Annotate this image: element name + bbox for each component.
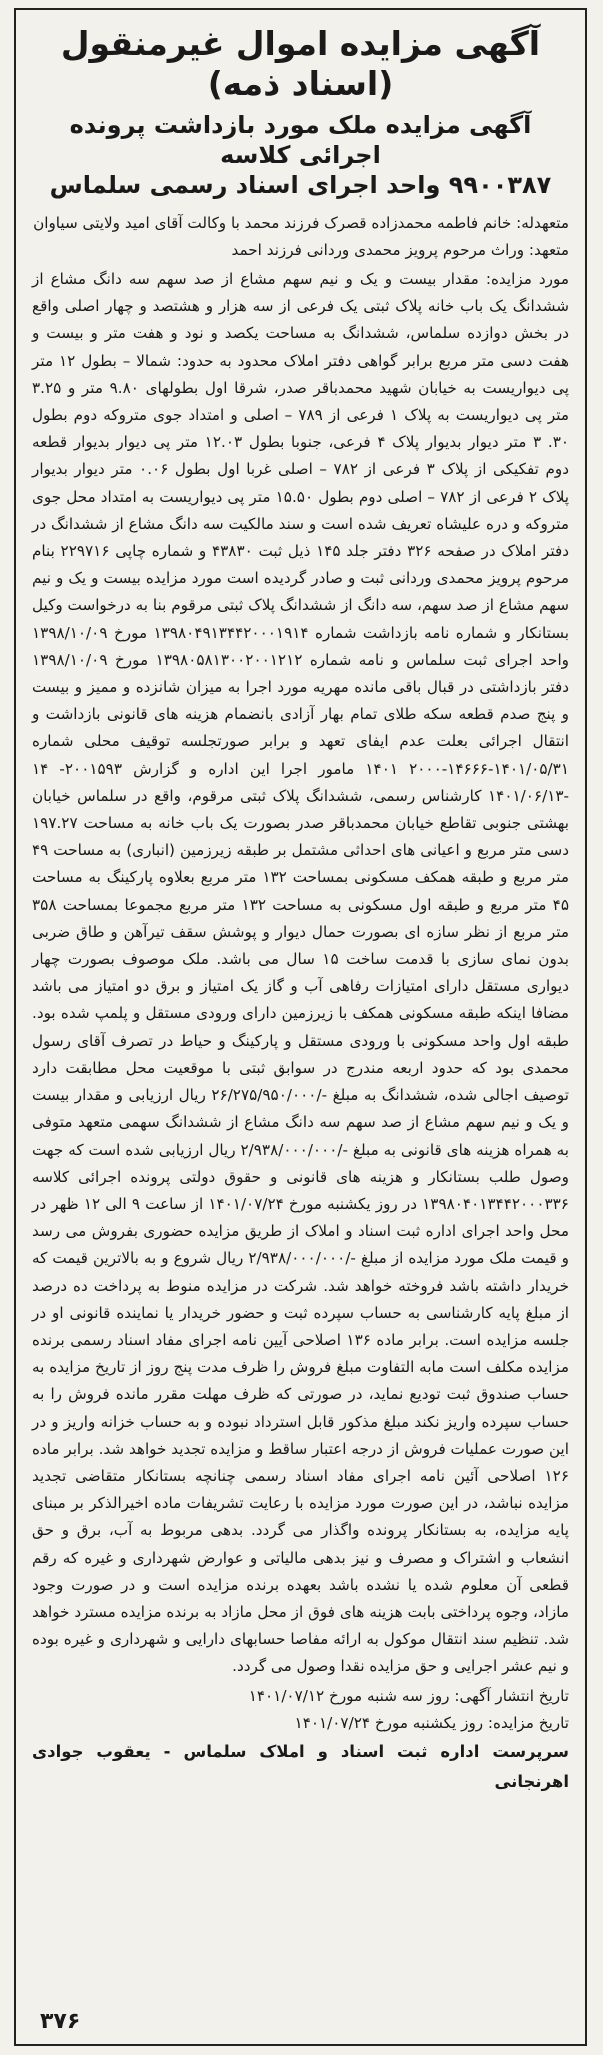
- notice-body: مورد مزایده: مقدار بیست و یک و نیم سهم مشاع از صد سهم سه دانگ مشاع از ششدانگ یک باب خانه پلاک ثبتی یک فرعی از سه هزار و هشتصد و چهار اصلی واقع در بخش دوازده سلماس، ششدانگ به مساحت یکصد و نود و هفت متر و بیست و هفت دسی متر مربع برابر گواهی دفتر املاک محدود به حدود: شمالا – بطول ۱۲ متر پی دیواریست به خیابان شهید محمدباقر صدر، شرقا اول بطولهای ۹.۸۰ متر و ۳.۲۵ متر پی دیواریست به پلاک ۱ فرعی از ۷۸۹ – اصلی و امتداد جوی متروکه دوم بطول ۳۰. ۳ متر دیوار بدیوار پلاک ۴ فرعی، جنوبا بطول ۱۲.۰۳ متر پی دیوار بدیوار قطعه دوم تفکیکی از پلاک ۳ فرعی از ۷۸۲ – اصلی غربا اول بطول ۰.۰۶ متر دیوار بدیوار پلاک ۲ فرعی از ۷۸۲ – اصلی دوم بطول ۱۵.۵۰ متر پی دیواریست به امتداد محل جوی متروکه و دره علیشاه تعریف شده است و سند مالکیت سه دانگ مشاع از ششدانگ در دفتر املاک در صفحه ۳۲۶ دفتر جلد ۱۴۵ ذیل ثبت ۴۳۸۳۰ و شماره چاپی ۲۲۹۷۱۶ بنام مرحوم پرویز محمدی وردانی ثبت و صادر گردیده است مورد مزایده بیست و یک و نیم سهم مشاع از صد سهم، سه دانگ از ششدانگ پلاک ثبتی مرقوم بنا به درخواست وکیل بستانکار و شماره نامه بازداشت شماره ۱۳۹۸۰۴۹۱۳۴۴۲۰۰۰۱۹۱۴ مورخ ۱۳۹۸/۱۰/۰۹ واحد اجرای ثبت سلماس و نامه شماره ۱۳۹۸۰۵۸۱۳۰۰۲۰۰۱۲۱۲ مورخ ۱۳۹۸/۱۰/۰۹ دفتر بازداشتی در قبال باقی مانده مهریه مورد اجرا به میزان شانزده و ممیز و بیست و پنج صدم قطعه سکه طلای تمام بهار آزادی بانضمام هزینه های قانونی بازداشت و انتقال اجرائی بعلت عدم ایفای تعهد و برابر صورتجلسه توقیف محلی شماره ۱۴۰۱/۰۵/۳۱-۱۴۶۶۶-۲۰۰۰ ۱۴۰۱ مامور اجرا این اداره و گزارش ۲۰۰۱۵۹۳- ۱۴ -۱۴۰۱/۰۶/۱۳ کارشناس رسمی، ششدانگ پلاک ثبتی مرقوم، واقع در سلماس خیابان بهشتی جنوبی تقاطع خیابان محمدباقر صدر بصورت یک باب خانه به مساحت ۱۹۷.۲۷ دسی متر مربع و اعیانی های احداثی مشتمل بر طبقه زیرزمین (انباری) به مساحت ۴۹ متر مربع و طبقه همکف مسکونی بمساحت ۱۳۲ متر مربع بعلاوه پارکینگ به مساحت ۴۵ متر مربع و طبقه اول مسکونی به مساحت ۱۳۲ متر مربع مجموعا بمساحت ۳۵۸ متر مربع از نظر سازه ای بصورت حمال دیوار و پوشش سقف تیرآهن و طاق ضربی بدون نمای سازی با قدمت ساخت ۱۵ سال می باشد. ملک موصوف بصورت چهار دیواری مستقل دارای امتیازات رفاهی آب و گاز یک امتیاز و برق دو امتیاز می باشد مضافا اینکه طبقه مسکونی همکف با زیرزمین دارای ورودی مستقل و پلمپ شده بود. طبقه اول واحد مسکونی با ورودی مستقل و پارکینگ و حیاط در تصرف آقای رسول محمدی بود که حدود اربعه مندرج در سوابق ثبتی با موقعیت محل مطابقت دارد توصیف اجالی شده، ششدانگ به مبلغ -/۲۶/۲۷۵/۹۵۰/۰۰۰ ریال ارزیابی و مقدار بیست و یک و نیم سهم مشاع از صد سهم سه دانگ مشاع از ششدانگ سهمی متعهد متوفی به همراه هزینه های قانونی به مبلغ -/۲/۹۳۸/۰۰۰/۰۰۰ ریال ارزیابی شده است که جهت وصول طلب بستانکار و هزینه های قانونی و حقوق دولتی پرونده اجرائی کلاسه ۱۳۹۸۰۴۰۱۳۴۴۲۰۰۰۳۳۶ در روز یکشنبه مورخ ۱۴۰۱/۰۷/۲۴ از ساعت ۹ الی ۱۲ ظهر در محل واحد اجرای اداره ثبت اسناد و املاک از طریق مزایده حضوری بفروش می رسد و قیمت ملک مورد مزایده از مبلغ -/۲/۹۳۸/۰۰۰/۰۰۰ ریال شروع و به بالاترین قیمت که خریدار داشته باشد فروخته خواهد شد. شرکت در مزایده منوط به پرداخت ده درصد از مبلغ پایه کارشناسی به حساب سپرده ثبت و حضور خریدار یا نماینده قانونی او در جلسه مزایده است. برابر ماده ۱۳۶ اصلاحی آیین نامه اجرای مفاد اسناد رسمی برنده مزایده مکلف است مابه التفاوت مبلغ فروش را ظرف مدت پنج روز از تاریخ مزایده به حساب صندوق ثبت تودیع نماید، در صورتی که ظرف مهلت مقرر مانده فروش را به حساب سپرده واریز نکند مبلغ مذکور قابل استرداد نبوده و به حساب خزانه واریز و در این صورت عملیات فروش از درجه اعتبار ساقط و مزایده تجدید خواهد شد. برابر ماده ۱۲۶ اصلاحی آئین نامه اجرای مفاد اسناد رسمی چنانچه بستانکار متقاضی تجدید مزایده نباشد، در این صورت مورد مزایده با رعایت تشریفات ماده اخیرالذکر بر مبنای پایه مزایده، به بستانکار پرونده واگذار می گردد. بدهی مربوط به آب، برق و حق انشعاب و اشتراک و مصرف و نیز بدهی مالیاتی و عوارض شهرداری و غیره که رقم قطعی آن معلوم شده یا نشده باشد بعهده برنده مزایده است و در صورت وجود مازاد، وجوه پرداختی بابت هزینه های فوق از محل مازاد به برنده مزایده مسترد خواهد شد. تنظیم سند انتقال موکول به ارائه مفاصا حسابهای دارایی و شهرداری و غیره بوده و نیم عشر اجرایی و حق مزایده نقدا وصول می گردد.: [32, 270, 570, 1676]
- page-number: ۳۷۶: [40, 2009, 81, 2034]
- notice-subtitle-line2: ۹۹۰۰۳۸۷ واحد اجرای اسناد رسمی سلماس: [49, 171, 552, 199]
- dates-section: [32, 1683, 569, 1737]
- auction-notice: [14, 8, 587, 2046]
- obligor-line: متعهد: وراث مرحوم پرویز محمدی وردانی فرزند احمد: [231, 241, 569, 259]
- signature-line: سرپرست اداره ثبت اسناد و املاک سلماس - یعقوب جوادی اهرنجانی: [32, 1741, 569, 1791]
- parties-section: [32, 210, 569, 264]
- creditor-line: متعهدله: خانم فاطمه محمدزاده قصرک فرزند محمد با وکالت آقای امید ولایتی سیاوان: [33, 214, 569, 232]
- notice-subtitle-line1: آگهی مزایده ملک مورد بازداشت پرونده اجرائی کلاسه: [69, 111, 532, 169]
- notice-title: آگهی مزایده اموال غیرمنقول (اسناد ذمه): [60, 24, 541, 103]
- auction-date: تاریخ مزایده: روز یکشنبه مورخ ۱۴۰۱/۰۷/۲۴: [294, 1713, 569, 1732]
- publish-date: تاریخ انتشار آگهی: روز سه شنبه مورخ ۱۴۰۱/۰۷/۱۲: [248, 1686, 569, 1705]
